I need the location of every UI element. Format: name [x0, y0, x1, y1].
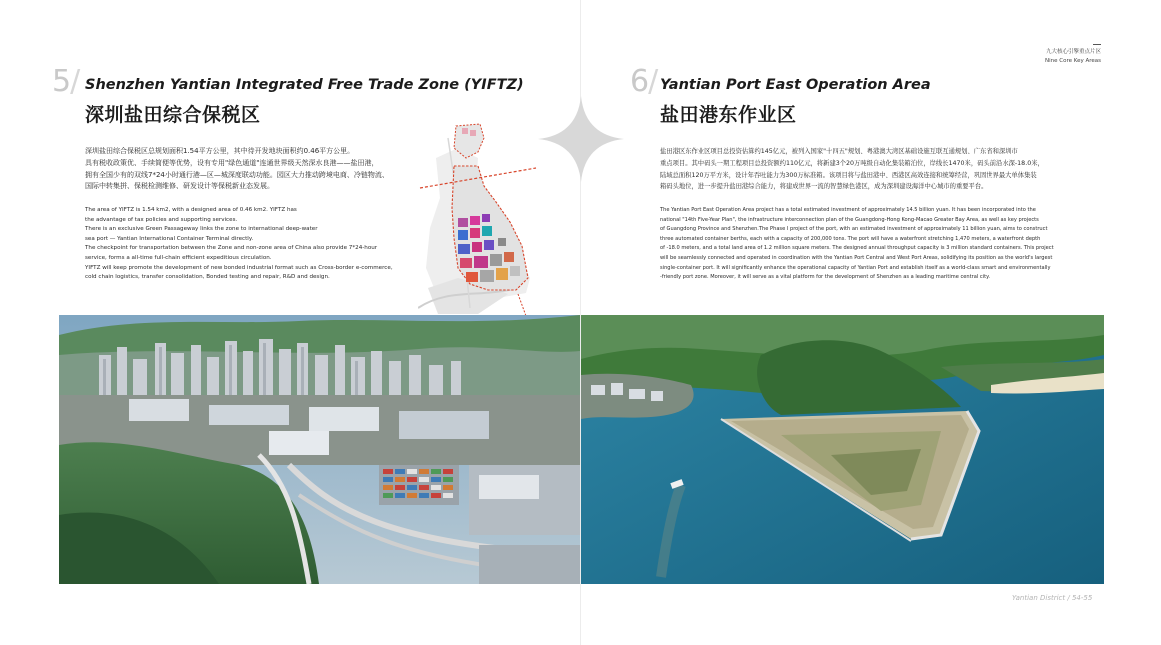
text-line: 陆域总面积120万平方米，设计年吞吐能力为300万标准箱。该项目将与盐田港中、西港区高效连接和统筹经营，巩固世界最大单体集装: [660, 171, 1037, 179]
text-line: national "14th Five-Year Plan", the infrastructure interconnection plan of the Guangdong-Hong Kong-Macao Greater Bay Area, as well as key projects: [660, 216, 1039, 223]
section-title-en-port: Yantian Port East Operation Area: [660, 77, 931, 93]
text-line: of Guangdong Province and Shenzhen.The Phase I project of the port, with an estimated investment of approximately 11 billion yuan, aims to construct: [660, 226, 1048, 233]
body-text-en-yiftz: [85, 206, 425, 283]
text-line: 盐田港区东作业区项目总投资估算约145亿元，被列入国家"十四五"规划、粤港澳大湾区基础设施互联互通规划、广东省和深圳市: [660, 148, 1018, 155]
running-header-en: Nine Core Key Areas: [1045, 58, 1101, 64]
text-line: 深圳盐田综合保税区总规划面积1.54平方公里，其中待开发地块面积约0.46平方公里。: [85, 147, 355, 155]
text-line: cold chain logistics, transfer consolidation, Bonded testing and repair, R&D and design.: [85, 274, 330, 281]
text-line: 拥有全国少有的双线7*24小时通行港—区—城深度联动功能。园区大力推动跨境电商、冷链物流、: [85, 170, 389, 179]
text-line: 箱码头地位，进一步提升盐田港综合能力，将建成世界一流的智慧绿色港区，成为深圳建设海洋中心城市的重要平台。: [660, 183, 988, 191]
running-header-zh: 九大核心引擎重点片区: [1045, 49, 1101, 55]
text-line: sea port — Yantian International Container Terminal directly.: [85, 235, 254, 242]
text-line: 重点项目。其中码头一期工程项目总投资额约110亿元，将新建3个20万吨级自动化集装箱泊位，岸线长1470米，码头前沿水深-18.0米，: [660, 159, 1044, 167]
text-line: three automated container berths, each with a capacity of 200,000 tons. The port will have a waterfront stretching 1,470 meters, a waterfront depth: [660, 235, 1041, 242]
text-line: service, forms a all-time full-chain efficient expeditious circulation.: [85, 254, 272, 261]
text-line: 国际中转集拼、保税检测维修、研发设计等保税新业态发展。: [85, 182, 274, 191]
body-text-en-port: [660, 206, 1110, 283]
running-header: [1045, 44, 1101, 66]
aerial-photo-port-east-area: [581, 315, 1104, 584]
text-line: will be seamlessly connected and operated in coordination with the Yantian Port Central and West Port Areas, solidifying its position as the world's largest: [660, 254, 1053, 261]
text-line: of -18.0 meters, and a total land area of 1.2 million square meters. The designed annual throughput capacity is 3 million standard containers. This project: [660, 245, 1054, 252]
text-line: YIFTZ will keep promote the development of new bonded industrial format such as Cross-border e-commerce,: [85, 264, 393, 271]
body-text-zh-port: [660, 146, 1110, 193]
section-number-6: 6/: [630, 64, 658, 99]
section-title-zh-port: 盐田港东作业区: [660, 104, 797, 126]
section-title-en-yiftz: Shenzhen Yantian Integrated Free Trade Zone (YIFTZ): [85, 77, 524, 93]
text-line: the advantage of tax policies and supporting services.: [85, 216, 238, 223]
section-title-zh-yiftz: 深圳盐田综合保税区: [85, 104, 261, 126]
aerial-photo-free-trade-zone: [59, 315, 580, 584]
text-line: 具有税收政策优、手续简便等优势，设有专用"绿色通道"连通世界级天然深水良港——盐田港，: [85, 158, 379, 167]
text-line: The checkpoint for transportation between the Zone and non-zone area of China also provide 7*24-hour: [85, 245, 378, 252]
body-text-zh-yiftz: [85, 146, 425, 193]
text-line: The area of YIFTZ is 1.54 km2, with a designed area of 0.46 km2. YIFTZ has: [85, 207, 297, 213]
page-folio: Yantian District / 54-55: [1012, 594, 1093, 602]
text-line: -friendly port zone. Moreover, it will serve as a vital platform for the development of Shenzhen as a leading maritime central city.: [660, 274, 990, 281]
running-header-rule: [1093, 44, 1101, 45]
text-line: The Yantian Port East Operation Area project has a total estimated investment of approximately 14.5 billion yuan. It has been incorporated into the: [660, 207, 1036, 213]
text-line: There is an exclusive Green Passageway links the zone to international deep-water: [85, 226, 318, 233]
text-line: single-container port. It will significantly enhance the operational capacity of Yantian Port and establish itself as a world-class smart and environmentally: [660, 264, 1051, 271]
section-number-5: 5/: [52, 64, 80, 99]
